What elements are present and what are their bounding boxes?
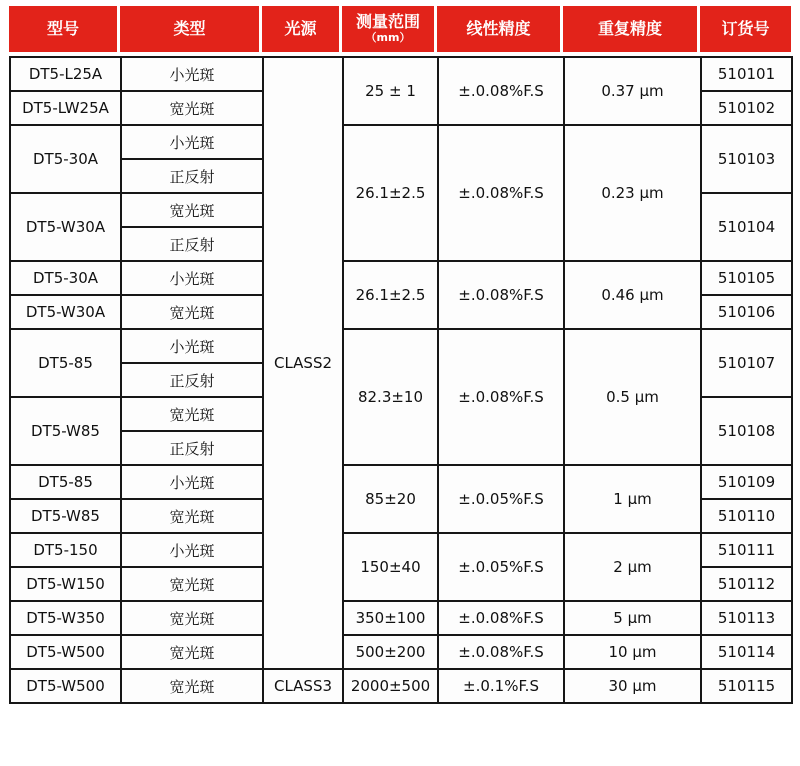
cell-model: DT5-150	[10, 533, 121, 567]
cell-linearity: ±.0.08%F.S	[438, 601, 564, 635]
cell-type: 小光斑	[121, 465, 263, 499]
cell-order: 510103	[701, 125, 792, 193]
cell-light: CLASS2	[263, 57, 343, 669]
col-header-label: 线性精度	[466, 18, 531, 38]
cell-order: 510115	[701, 669, 792, 703]
cell-order: 510108	[701, 397, 792, 465]
cell-range: 82.3±10	[343, 329, 438, 465]
cell-order: 510113	[701, 601, 792, 635]
cell-model: DT5-W85	[10, 397, 121, 465]
table-row	[10, 125, 792, 159]
cell-model: DT5-W350	[10, 601, 121, 635]
cell-repeat: 10 μm	[564, 635, 701, 669]
cell-model: DT5-W30A	[10, 193, 121, 261]
cell-type: 小光斑	[121, 57, 263, 91]
cell-linearity: ±.0.08%F.S	[438, 635, 564, 669]
cell-model: DT5-LW25A	[10, 91, 121, 125]
cell-linearity: ±.0.08%F.S	[438, 261, 564, 329]
col-header-light	[262, 6, 342, 52]
cell-type: 小光斑	[121, 329, 263, 363]
table-row	[10, 669, 792, 703]
cell-order: 510111	[701, 533, 792, 567]
cell-type: 宽光斑	[121, 193, 263, 227]
col-header-linearity	[437, 6, 563, 52]
cell-model: DT5-L25A	[10, 57, 121, 91]
col-header-order	[700, 6, 791, 52]
spec-table-container	[9, 6, 791, 704]
cell-repeat: 0.23 μm	[564, 125, 701, 261]
table-header-row	[9, 6, 791, 52]
cell-repeat: 2 μm	[564, 533, 701, 601]
cell-type: 正反射	[121, 227, 263, 261]
cell-type: 宽光斑	[121, 669, 263, 703]
cell-range: 26.1±2.5	[343, 125, 438, 261]
cell-range: 85±20	[343, 465, 438, 533]
cell-range: 26.1±2.5	[343, 261, 438, 329]
cell-order: 510104	[701, 193, 792, 261]
cell-model: DT5-85	[10, 329, 121, 397]
col-header-repeat	[563, 6, 700, 52]
cell-range: 150±40	[343, 533, 438, 601]
cell-linearity: ±.0.05%F.S	[438, 533, 564, 601]
cell-model: DT5-W500	[10, 669, 121, 703]
col-header-label: 型号	[46, 18, 79, 38]
cell-order: 510112	[701, 567, 792, 601]
cell-type: 正反射	[121, 431, 263, 465]
cell-order: 510110	[701, 499, 792, 533]
cell-order: 510101	[701, 57, 792, 91]
cell-type: 宽光斑	[121, 601, 263, 635]
table-row	[10, 57, 792, 91]
cell-repeat: 0.37 μm	[564, 57, 701, 125]
cell-type: 小光斑	[121, 125, 263, 159]
cell-linearity: ±.0.1%F.S	[438, 669, 564, 703]
cell-range: 25 ± 1	[343, 57, 438, 125]
table-row	[10, 635, 792, 669]
cell-model: DT5-W150	[10, 567, 121, 601]
table-row	[10, 533, 792, 567]
cell-range: 500±200	[343, 635, 438, 669]
cell-type: 宽光斑	[121, 567, 263, 601]
cell-type: 宽光斑	[121, 91, 263, 125]
col-header-label: 订货号	[721, 18, 770, 38]
cell-linearity: ±.0.08%F.S	[438, 57, 564, 125]
cell-type: 正反射	[121, 363, 263, 397]
cell-order: 510107	[701, 329, 792, 397]
spec-table	[9, 56, 793, 704]
cell-repeat: 5 μm	[564, 601, 701, 635]
table-row	[10, 601, 792, 635]
table-row	[10, 329, 792, 363]
cell-order: 510109	[701, 465, 792, 499]
cell-order: 510114	[701, 635, 792, 669]
cell-type: 宽光斑	[121, 295, 263, 329]
col-header-label: 重复精度	[597, 18, 662, 38]
cell-type: 宽光斑	[121, 635, 263, 669]
cell-model: DT5-30A	[10, 125, 121, 193]
col-header-model	[9, 6, 120, 52]
col-header-label: 类型	[173, 18, 206, 38]
cell-repeat: 0.46 μm	[564, 261, 701, 329]
cell-repeat: 1 μm	[564, 465, 701, 533]
cell-model: DT5-W30A	[10, 295, 121, 329]
cell-model: DT5-W85	[10, 499, 121, 533]
col-header-range	[342, 6, 437, 52]
col-header-label: 光源	[284, 18, 317, 38]
cell-type: 宽光斑	[121, 397, 263, 431]
cell-type: 正反射	[121, 159, 263, 193]
cell-repeat: 30 μm	[564, 669, 701, 703]
col-header-label: 测量范围	[355, 12, 420, 32]
cell-model: DT5-30A	[10, 261, 121, 295]
cell-repeat: 0.5 μm	[564, 329, 701, 465]
cell-range: 350±100	[343, 601, 438, 635]
cell-type: 宽光斑	[121, 499, 263, 533]
cell-order: 510102	[701, 91, 792, 125]
cell-range: 2000±500	[343, 669, 438, 703]
cell-model: DT5-85	[10, 465, 121, 499]
cell-linearity: ±.0.05%F.S	[438, 465, 564, 533]
cell-light: CLASS3	[263, 669, 343, 703]
cell-type: 小光斑	[121, 261, 263, 295]
cell-linearity: ±.0.08%F.S	[438, 125, 564, 261]
table-row	[10, 261, 792, 295]
cell-order: 510105	[701, 261, 792, 295]
cell-type: 小光斑	[121, 533, 263, 567]
col-header-type	[120, 6, 262, 52]
cell-order: 510106	[701, 295, 792, 329]
col-header-sublabel: （mm）	[365, 30, 411, 44]
cell-model: DT5-W500	[10, 635, 121, 669]
cell-linearity: ±.0.08%F.S	[438, 329, 564, 465]
table-row	[10, 465, 792, 499]
